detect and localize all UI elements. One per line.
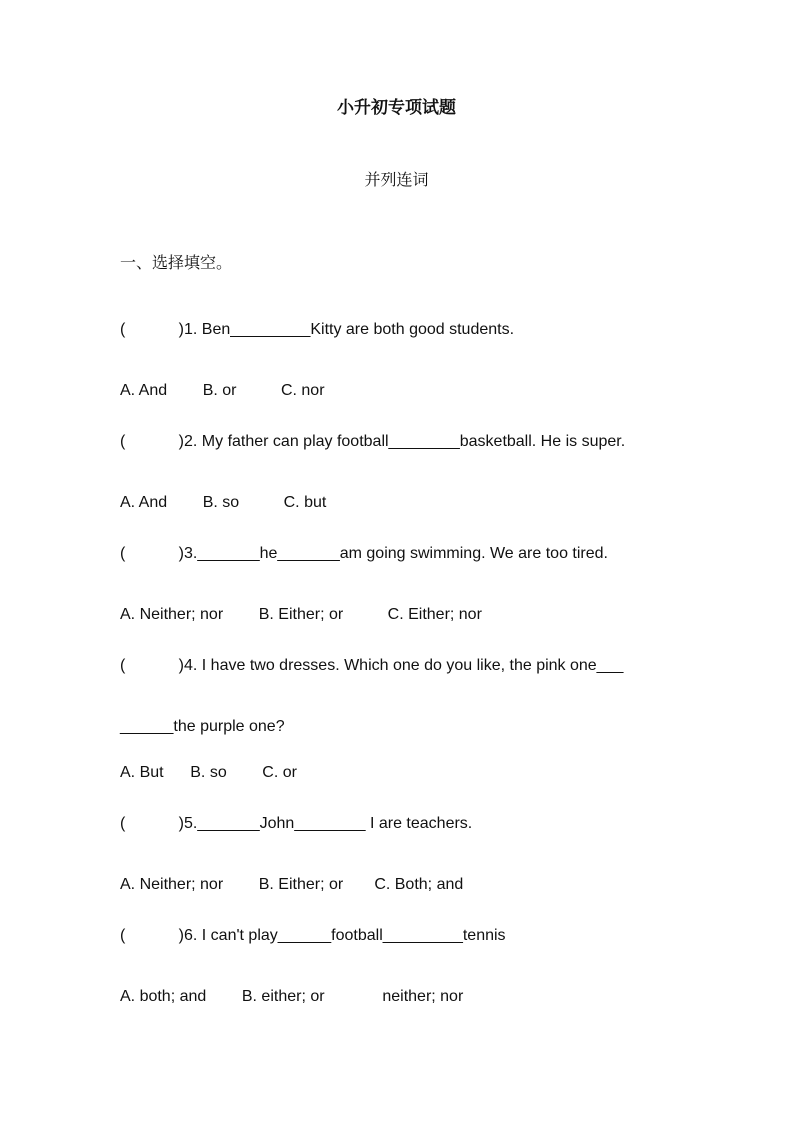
page-subtitle: 并列连词 <box>364 172 429 189</box>
question-options: A. Neither; nor B. Either; or C. Both; and <box>120 876 464 893</box>
section-heading: 一、选择填空。 <box>120 255 233 272</box>
question-options: A. Neither; nor B. Either; or C. Either; nor <box>120 606 482 623</box>
question-stem: ( )6. I can't play______football_________tennis <box>120 927 506 944</box>
question-stem: ( )3._______he_______am going swimming. We are too tired. <box>120 545 608 562</box>
question-stem: ( )5._______John________ I are teachers. <box>120 815 473 832</box>
question-options: A. both; and B. either; or neither; nor <box>120 988 464 1005</box>
question-stem: ( )2. My father can play football________basketball. He is super. <box>120 433 626 450</box>
question-options: A. But B. so C. or <box>120 764 297 781</box>
question-options: A. And B. or C. nor <box>120 382 325 399</box>
question-stem-continuation: ______the purple one? <box>120 718 285 735</box>
question-options: A. And B. so C. but <box>120 494 327 511</box>
question-stem: ( )1. Ben_________Kitty are both good students. <box>120 321 515 338</box>
question-stem: ( )4. I have two dresses. Which one do you like, the pink one___ <box>120 657 624 674</box>
page-title: 小升初专项试题 <box>337 98 456 117</box>
